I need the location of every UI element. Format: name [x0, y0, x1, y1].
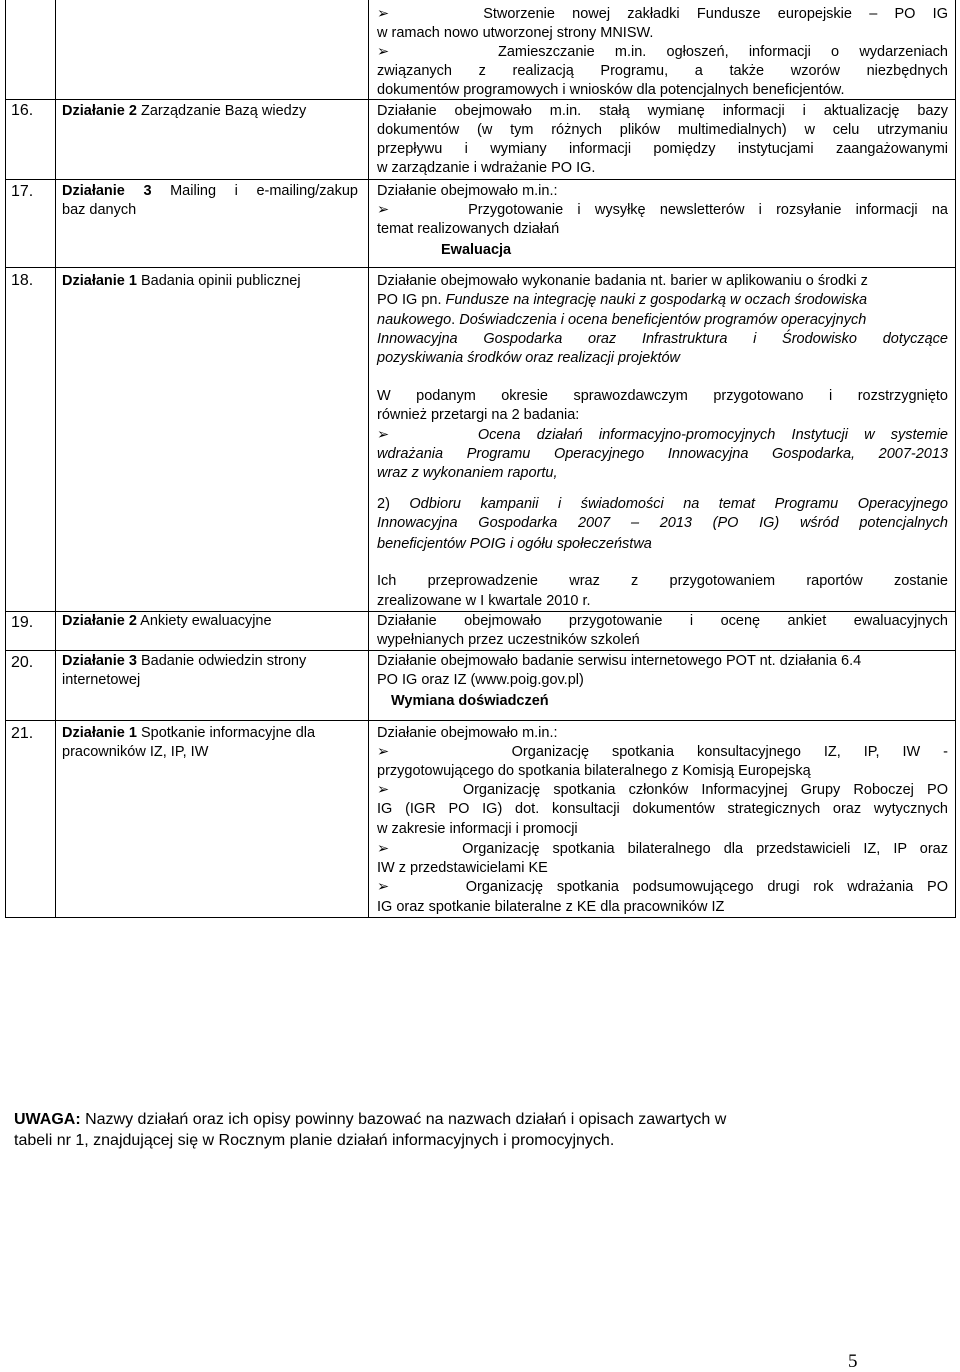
description-line: Działanie obejmowało m.in. stałą wymianę informacji i aktualizację bazy — [377, 103, 948, 119]
table-col-divider-1 — [55, 0, 56, 917]
description-line: Działanie obejmowało badanie serwisu internetowego POT nt. działania 6.4 — [377, 653, 862, 669]
bullet-continuation: wdrażania Programu Operacyjnego Innowacyjna Gospodarka, 2007-2013 — [377, 446, 948, 462]
bullet-arrow-icon: ➢ — [377, 6, 390, 22]
section-heading: Ewaluacja — [441, 242, 512, 258]
bullet-item: ➢ Organizację spotkania podsumowującego drugi rok wdrażania PO — [377, 879, 948, 895]
description-line: dokumentów (w tym różnych plików multimedialnych) w celu utrzymaniu — [377, 122, 948, 138]
bullet-item: ➢ Ocena działań informacyjno-promocyjnych Instytucji w systemie — [377, 427, 948, 443]
bullet-continuation: IG oraz spotkanie bilateralne z KE dla pracowników IZ — [377, 899, 725, 915]
bullet-continuation: w zakresie informacji i promocji — [377, 821, 578, 837]
action-title: Działanie 2 Zarządzanie Bazą wiedzy — [62, 103, 307, 119]
table-row-line — [5, 99, 956, 100]
description-line: Działanie obejmowało m.in.: — [377, 183, 558, 199]
bullet-continuation: dokumentów programowych i wniosków dla potencjalnych beneficjentów. — [377, 82, 845, 98]
bullet-arrow-icon: ➢ — [377, 879, 390, 895]
action-title: Działanie 1 Spotkanie informacyjne dla — [62, 725, 316, 741]
description-line: Działanie obejmowało m.in.: — [377, 725, 558, 741]
bullet-item: ➢ Przygotowanie i wysyłkę newsletterów i rozsyłanie informacji na — [377, 202, 948, 218]
table-left-border — [5, 0, 6, 917]
bullet-arrow-icon: ➢ — [377, 782, 390, 798]
table-row-line — [5, 267, 956, 268]
bullet-arrow-icon: ➢ — [377, 202, 390, 218]
description-line: Działanie obejmowało wykonanie badania nt. barier w aplikowaniu o środki z — [377, 273, 868, 289]
bullet-arrow-icon: ➢ — [377, 744, 390, 760]
action-title: Działanie 2 Ankiety ewaluacyjne — [62, 613, 272, 629]
action-title: Działanie 3 Mailing i e-mailing/zakup — [62, 183, 358, 199]
bullet-arrow-icon: ➢ — [377, 841, 390, 857]
row-number: 16. — [11, 102, 34, 119]
table-row-line — [5, 179, 956, 180]
table-right-border — [955, 0, 956, 917]
table-bottom-border — [5, 917, 956, 918]
bullet-continuation: IG (IGR PO IG) dot. konsultacji dokumentów strategicznych oraz wytycznych — [377, 801, 948, 817]
description-line: Innowacyjna Gospodarka 2007 – 2013 (PO IG) wśród potencjalnych — [377, 515, 948, 531]
bullet-arrow-icon: ➢ — [377, 44, 390, 60]
row-number: 18. — [11, 272, 34, 289]
row-number: 19. — [11, 614, 34, 631]
page-number: 5 — [848, 1351, 858, 1372]
bullet-item: ➢ Stworzenie nowej zakładki Fundusze europejskie – PO IG — [377, 6, 948, 22]
description-line: zrealizowane w I kwartale 2010 r. — [377, 593, 591, 609]
action-title-cont: internetowej — [62, 672, 141, 688]
table-col-divider-2 — [368, 0, 369, 917]
row-number: 20. — [11, 654, 34, 671]
action-title: Działanie 3 Badanie odwiedzin strony — [62, 653, 307, 669]
table-row-line — [5, 720, 956, 721]
bullet-continuation: przygotowującego do spotkania bilateralnego z Komisją Europejską — [377, 763, 811, 779]
bullet-item: ➢ Organizację spotkania członków Informacyjnej Grupy Roboczej PO — [377, 782, 948, 798]
bullet-arrow-icon: ➢ — [377, 427, 390, 443]
row-number: 21. — [11, 725, 34, 742]
bullet-item: ➢ Organizację spotkania konsultacyjnego IZ, IP, IW - — [377, 744, 948, 760]
bullet-continuation: w ramach nowo utworzonej strony MNISW. — [377, 25, 654, 41]
description-line: Działanie obejmowało przygotowanie i ocenę ankiet ewaluacyjnych — [377, 613, 948, 629]
description-line: W podanym okresie sprawozdawczym przygotowano i rozstrzygnięto — [377, 388, 948, 404]
description-line: Innowacyjna Gospodarka oraz Infrastruktura i Środowisko dotyczące — [377, 331, 948, 347]
note-line: tabeli nr 1, znajdującej się w Rocznym planie działań informacyjnych i promocyjnych. — [14, 1132, 615, 1149]
description-line: Ich przeprowadzenie wraz z przygotowaniem raportów zostanie — [377, 573, 948, 589]
action-title-cont: baz danych — [62, 202, 137, 218]
bullet-item: ➢ Zamieszczanie m.in. ogłoszeń, informacji o wydarzeniach — [377, 44, 948, 60]
bullet-continuation: wraz z wykonaniem raportu, — [377, 465, 558, 481]
description-line: beneficjentów POIG i ogółu społeczeństwa — [377, 536, 652, 552]
row-number: 17. — [11, 183, 34, 200]
description-line: wypełnianych przez uczestników szkoleń — [377, 632, 640, 648]
bullet-item: ➢ Organizację spotkania bilateralnego dla przedstawicieli IZ, IP oraz — [377, 841, 948, 857]
description-line: również przetargi na 2 badania: — [377, 407, 580, 423]
action-title: Działanie 1 Badania opinii publicznej — [62, 273, 301, 289]
description-line: PO IG pn. Fundusze na integrację nauki z gospodarką w oczach środowiska — [377, 292, 868, 308]
table-row-line — [5, 650, 956, 651]
description-line: 2) Odbioru kampanii i świadomości na temat Programu Operacyjnego — [377, 496, 949, 512]
description-line: pozyskiwania środków oraz realizacji projektów — [377, 350, 681, 366]
section-heading: Wymiana doświadczeń — [391, 693, 549, 709]
action-title-cont: pracowników IZ, IP, IW — [62, 744, 209, 760]
bullet-continuation: związanych z realizacją Programu, a także wzorów niezbędnych — [377, 63, 948, 79]
bullet-continuation: IW z przedstawicielami KE — [377, 860, 548, 876]
description-line: PO IG oraz IZ (www.poig.gov.pl) — [377, 672, 584, 688]
description-line: przepływu i wymiany informacji pomiędzy instytucjami zaangażowanymi — [377, 141, 948, 157]
note-line: UWAGA: Nazwy działań oraz ich opisy powinny bazować na nazwach działań i opisach zawartych w — [14, 1111, 727, 1128]
description-line: w zarządzanie i wdrażanie PO IG. — [377, 160, 596, 176]
description-line: naukowego. Doświadczenia i ocena beneficjentów programów operacyjnych — [377, 312, 867, 328]
bullet-continuation: temat realizowanych działań — [377, 221, 560, 237]
